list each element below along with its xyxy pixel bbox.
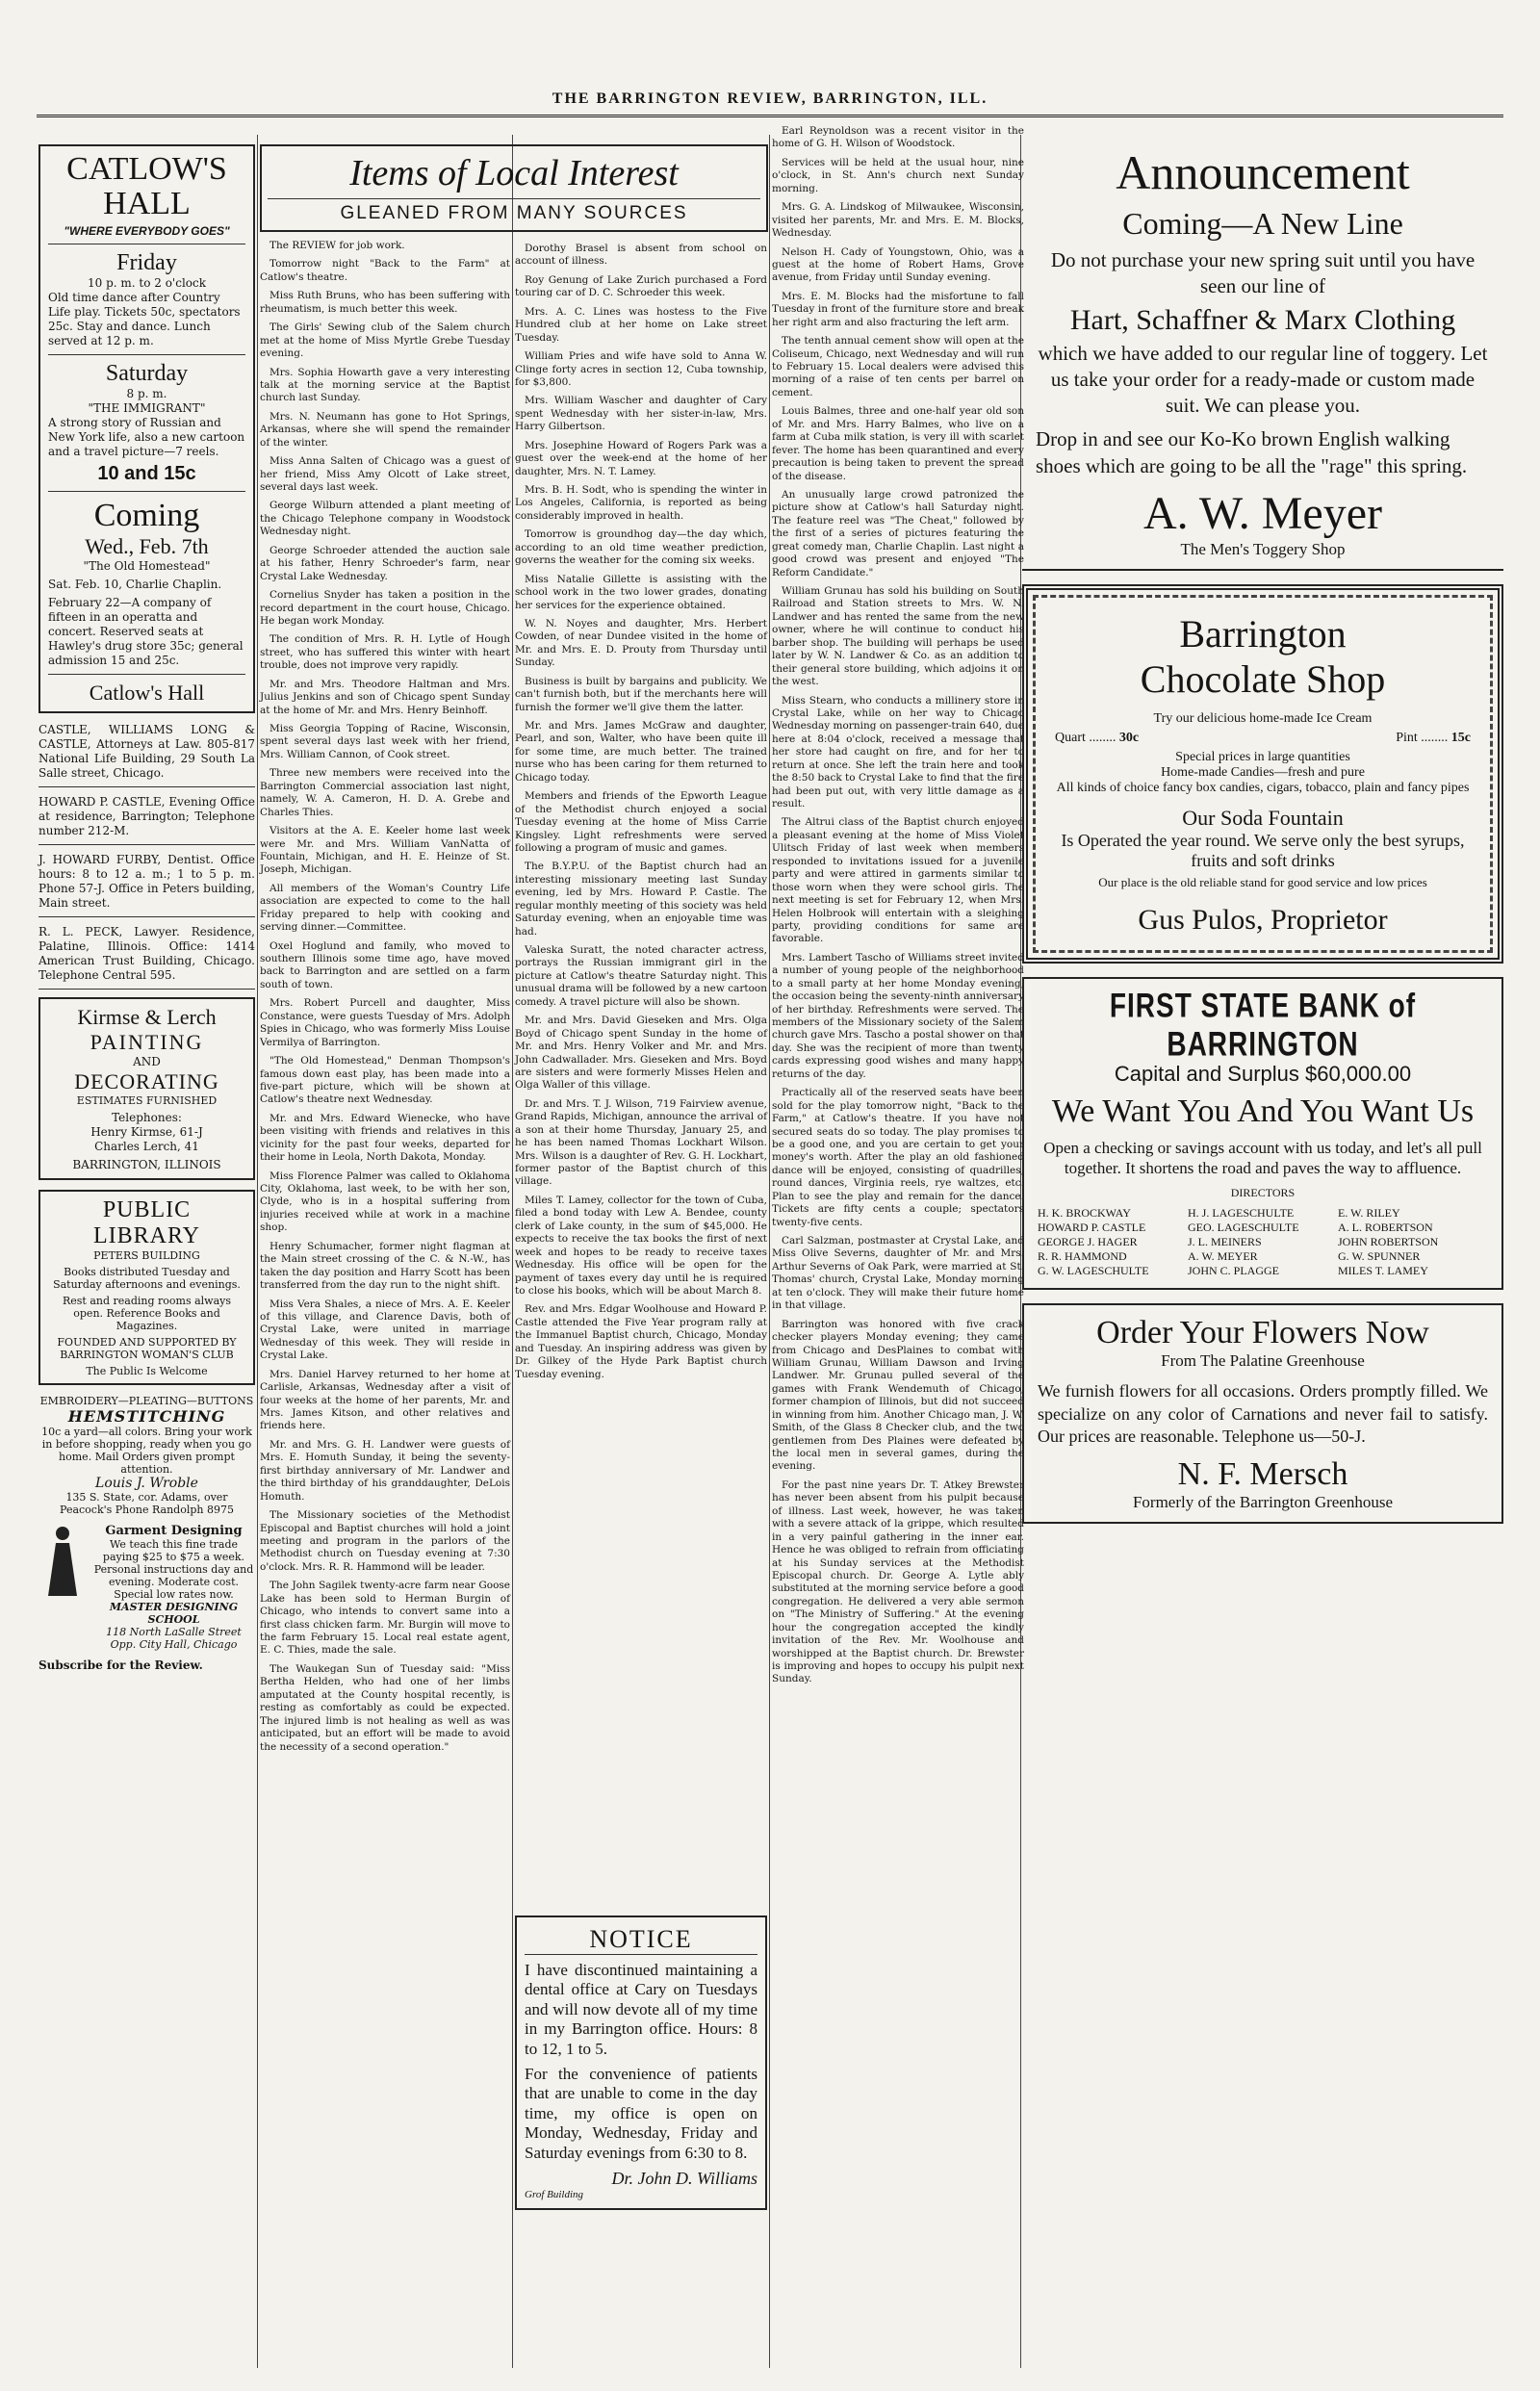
director-name: GEORGE J. HAGER bbox=[1038, 1235, 1138, 1249]
kirmse-tel-head: Telephones: bbox=[112, 1111, 182, 1125]
subscribe-line: Subscribe for the Review. bbox=[38, 1658, 203, 1673]
local-item: Rev. and Mrs. Edgar Woolhouse and Howard P. Castle attended the Five Year program rally at the Immanuel Baptist church, Chicago, Monday and Tuesday. An inspiring address was given by Dr. Gilkey of the Hyde Park Baptist church Tuesday evening. bbox=[515, 1303, 767, 1380]
director-name: G. W. SPUNNER bbox=[1338, 1249, 1421, 1264]
local-item: Mrs. Lambert Tascho of Williams street invited a number of young people of the neighborhood to a small party at her home Monday evening, the occasion being the seventy-ninth anniversary of her birthday. Refreshments were served. The members of the Missionary society of the Salem church gave Mrs. Tascho a postal shower on that day. She was the recipient of more than twenty cards expressing good wishes and many happy returns of the day. bbox=[772, 951, 1025, 1080]
local-item: Mrs. William Wascher and daughter of Cary spent Wednesday with her sister-in-law, Mrs. Harry Gilbertson. bbox=[515, 395, 767, 433]
local-title: Items of Local Interest bbox=[349, 153, 679, 193]
local-item: Henry Schumacher, former night flagman at the Main street crossing of the C. & N.-W., has taken the day position and Harry Scott has been transferred from the day run to the night shift. bbox=[260, 1240, 510, 1292]
notice-text: I have discontinued maintaining a dental office at Cary on Tuesdays and will now devote all of my time in my Barrington office. Hours: 8 to 12, 1 to 5. bbox=[525, 1961, 757, 2058]
local-item: Valeska Suratt, the noted character actress, portrays the Russian immigrant girl in the picture at Catlow's theatre Saturday night. This unusual drama will be followed by a new cartoon comedy. A travel picture will also be shown. bbox=[515, 944, 767, 1008]
library-sub: PETERS BUILDING bbox=[93, 1249, 200, 1263]
local-item: Mrs. Robert Purcell and daughter, Miss Constance, were guests Tuesday of Mrs. Adolph Spies in Chicago, who was formerly Miss Louise Vermilya of Barrington. bbox=[260, 997, 510, 1048]
local-item: Mrs. N. Neumann has gone to Hot Springs, Arkansas, where she will spend the remainder of the winter. bbox=[260, 410, 510, 449]
saturday-show: "THE IMMIGRANT" bbox=[88, 401, 206, 416]
dress-figure-icon bbox=[38, 1524, 87, 1601]
bank-ad bbox=[1022, 977, 1503, 1290]
column-rule bbox=[257, 135, 258, 2368]
local-item: William Grunau has sold his building on South Railroad and Station streets to Mrs. W. N. Landwer and has rented the same from the new owner, where he will continue to conduct his barber shop. The building will perhaps be used later by W. N. Landwer & Co. as an addition to their general store building, which adjoins it on the west. bbox=[772, 585, 1024, 688]
kirmse-city: BARRINGTON, ILLINOIS bbox=[72, 1158, 221, 1172]
fountain-text: Is Operated the year round. We serve only the best syrups, fruits and soft drinks bbox=[1061, 831, 1465, 871]
local-item: Miss Florence Palmer was called to Oklahoma City, Oklahoma, last week, to be with her son, Clyde, who is in a hospital suffering from injuries received while at work in a machine shop. bbox=[260, 1170, 510, 1234]
library-text-4: The Public Is Welcome bbox=[86, 1365, 208, 1378]
friday-heading: Friday bbox=[116, 250, 177, 276]
column-3 bbox=[515, 243, 767, 2014]
local-item: The Girls' Sewing club of the Salem church met at the home of Miss Myrtle Grebe Tuesday evening. bbox=[260, 321, 510, 360]
local-item: Mrs. A. C. Lines was hostess to the Five Hundred club at her home on Lake street Tuesday. bbox=[515, 305, 767, 344]
column-rule bbox=[512, 135, 513, 2368]
local-item: Mrs. Daniel Harvey returned to her home at Carlisle, Arkansas, Wednesday after a visit of four weeks at the home of her parents, Mr. and Mrs. James Kitson, and other relatives and friends here. bbox=[260, 1368, 510, 1432]
flowers-former: Formerly of the Barrington Greenhouse bbox=[1132, 1492, 1394, 1511]
flowers-text: We furnish flowers for all occasions. Orders promptly filled. We specialize on any color of Carnations and never fail to satisfy. Our prices are reasonable. Telephone us—50-J. bbox=[1038, 1381, 1488, 1447]
director-name: A. W. MEYER bbox=[1188, 1249, 1258, 1264]
local-item: All members of the Woman's Country Life association are expected to come to the hall Friday prepared to help with cooking and serving dinner.—Committee. bbox=[260, 882, 510, 934]
local-item: Roy Genung of Lake Zurich purchased a Ford touring car of D. C. Schroeder this week. bbox=[515, 273, 767, 299]
hemstitching-title: HEMSTITCHING bbox=[67, 1407, 226, 1427]
local-item: Mrs. B. H. Sodt, who is spending the winter in Los Angeles, California, is reported as being considerably improved in health. bbox=[515, 484, 767, 522]
local-item: The Waukegan Sun of Tuesday said: "Miss Bertha Helden, who had one of her limbs amputated at the County hospital recently, is resting as comfortably as could be expected. The injured limb is not healing as well as was anticipated, but an effort will be made to avoid the necessity of a second operation." bbox=[260, 1662, 510, 1753]
bank-text: Open a checking or savings account with us today, and let's all pull together. It shortens the road and paves the way to affluence. bbox=[1043, 1138, 1482, 1178]
local-item: The John Sagilek twenty-acre farm near Goose Lake has been sold to Herman Burgin of Chicago, who intends to convert same into a first class chicken farm. Mr. Burgin will move to the farm February 15. Local real estate agent, E. C. Thies, made the sale. bbox=[260, 1580, 510, 1657]
meyer-sub: Coming—A New Line bbox=[1122, 206, 1403, 241]
meyer-shop: The Men's Toggery Shop bbox=[1180, 540, 1346, 559]
local-item: The B.Y.P.U. of the Baptist church had an interesting missionary meeting last Sunday evening, led by Mrs. Howard P. Castle. The regular monthly meeting of this society was held Saturday evening, when an enjoyable time was had. bbox=[515, 861, 767, 938]
saturday-text: A strong story of Russian and New York life, also a new cartoon and a travel picture—7 reels. bbox=[48, 416, 245, 459]
garment-ad bbox=[38, 1524, 255, 1651]
bank-slogan: We Want You And You Want Us bbox=[1051, 1093, 1475, 1130]
flowers-title: Order Your Flowers Now bbox=[1096, 1315, 1429, 1351]
local-item: Mr. and Mrs. G. H. Landwer were guests of Mrs. E. Homuth Sunday, it being the seventy-first birthday anniversary of Mr. Landwer and the third birthday of his granddaughter, DeLois Homuth. bbox=[260, 1438, 510, 1503]
flowers-name: N. F. Mersch bbox=[1177, 1455, 1348, 1492]
director-name: H. J. LAGESCHULTE bbox=[1188, 1206, 1295, 1221]
local-item: Members and friends of the Epworth League of the Methodist church enjoyed a social Tuesday evening at the home of Miss Carrie Kingsley. Light refreshments were served following a program of music and games. bbox=[515, 790, 767, 854]
coming-text-2: February 22—A company of fifteen in an operatta and concert. Reserved seats at Hawley's drug store 35c; general admission 15 and 25c. bbox=[48, 596, 244, 668]
library-text-2: Rest and reading rooms always open. Reference Books and Magazines. bbox=[62, 1295, 232, 1333]
notice-building: Grof Building bbox=[525, 2188, 584, 2200]
kirmse-line-4: DECORATING bbox=[74, 1069, 219, 1094]
chocolate-line-3: Home-made Candies—fresh and pure bbox=[1161, 765, 1365, 781]
pint-price: 15c bbox=[1450, 731, 1471, 746]
meyer-brand: Hart, Schaffner & Marx Clothing bbox=[1069, 303, 1456, 336]
local-item: Miss Anna Salten of Chicago was a guest of her friend, Miss Amy Olcott of Lake street, several days last week. bbox=[260, 455, 510, 493]
saturday-heading: Saturday bbox=[105, 361, 189, 387]
masthead bbox=[37, 89, 1503, 117]
chocolate-place: Our place is the old reliable stand for good service and low prices bbox=[1098, 875, 1427, 890]
quart-price: 30c bbox=[1118, 731, 1140, 746]
local-item: Mr. and Mrs. Edward Wienecke, who have been visiting with friends and relatives in this vicinity for the past four weeks, departed for their home in Leola, North Dakota, Monday. bbox=[260, 1112, 510, 1164]
local-item: Carl Salzman, postmaster at Crystal Lake, and Miss Olive Severns, daughter of Mr. and Mrs. Arthur Severns of Oak Park, were married at St. Thomas' church, Crystal Lake, Monday morning at ten o'clock. They will make their future home in that village. bbox=[772, 1235, 1024, 1312]
local-item: Cornelius Snyder has taken a position in the record department in the court house, Chicago. He began work Monday. bbox=[260, 589, 510, 627]
hemstitching-head: EMBROIDERY—PLEATING—BUTTONS bbox=[39, 1395, 254, 1408]
local-item: The Missionary societies of the Methodist Episcopal and Baptist churches will hold a joint meeting and program in the parlors of the Methodist church on Tuesday evening at 7:30 o'clock. Mrs. R. R. Hammond will be leader. bbox=[260, 1509, 510, 1573]
saturday-price: 10 and 15c bbox=[97, 463, 196, 485]
local-item: Louis Balmes, three and one-half year old son of Mr. and Mrs. Harry Balmes, who live on a farm at Cuba milk station, is very ill with scarlet fever. The home has been quarantined and every precaution is being taken to prevent the spread of the disease. bbox=[772, 405, 1024, 482]
director-name: E. W. RILEY bbox=[1338, 1206, 1400, 1221]
kirmse-tel-2: Charles Lerch, 41 bbox=[94, 1140, 199, 1154]
local-item: The Altrui class of the Baptist church enjoyed a pleasant evening at the home of Miss Violet Ulitsch Friday of last week when members responded to invitations issued for a juvenile party and were attired in garments similar to those worn when they were school girls. The next meeting is set for February 12, when Mrs. Helen Holbrook will entertain with a sleighing party, providing conditions for same are favorable. bbox=[772, 816, 1024, 945]
masthead-text: THE BARRINGTON REVIEW, BARRINGTON, ILL. bbox=[552, 90, 988, 107]
local-item: George Wilburn attended a plant meeting of the Chicago Telephone company in Woodstock Wednesday night. bbox=[260, 500, 510, 538]
library-title: PUBLIC LIBRARY bbox=[92, 1197, 200, 1249]
meyer-name: A. W. Meyer bbox=[1143, 488, 1382, 540]
local-item: Dr. and Mrs. T. J. Wilson, 719 Fairview avenue, Grand Rapids, Michigan, announce the arrival of a son at their home Thursday, January 25, and he has been named Thomas Lockhart Wilson. Mrs. Wilson is a daughter of Rev. G. H. Lockhart, former pastor of the Baptist church of this village. bbox=[515, 1097, 767, 1188]
column-5 bbox=[1022, 135, 1503, 2368]
notice-column bbox=[515, 1915, 767, 2368]
director-name: HOWARD P. CASTLE bbox=[1038, 1221, 1146, 1235]
director-name: H. K. BROCKWAY bbox=[1038, 1206, 1131, 1221]
friday-time: 10 p. m. to 2 o'clock bbox=[87, 276, 206, 291]
local-item: William Pries and wife have sold to Anna W. Clinge forty acres in section 12, Cuba township, for $3,800. bbox=[515, 350, 767, 388]
directors-list bbox=[1038, 1206, 1488, 1278]
chocolate-proprietor: Gus Pulos, Proprietor bbox=[1138, 904, 1388, 937]
director-name: JOHN ROBERTSON bbox=[1338, 1235, 1439, 1249]
meyer-text-2: which we have added to our regular line of toggery. Let us take your order for a ready-made or custom made suit. We can please you. bbox=[1038, 341, 1488, 418]
flowers-ad bbox=[1022, 1303, 1503, 1523]
local-item: Miss Ruth Bruns, who has been suffering with rheumatism, is much better this week. bbox=[260, 290, 510, 315]
chocolate-shop-ad bbox=[1022, 584, 1503, 964]
chocolate-line-2: Special prices in large quantities bbox=[1175, 750, 1350, 765]
coming-heading: Coming bbox=[93, 498, 200, 534]
local-item: For the past nine years Dr. T. Atkey Brewster has never been absent from his pulpit because of illness. Last week, however, he was taken with a severe attack of la grippe, which resulted in a very painful gathering in the inner ear. Hence he was obliged to refrain from officiating at his Sunday services at the Methodist Episcopal church. Dr. George A. Lytle ably substituted at the morning service before a good congregation. He delivered a very able sermon on "The Ministry of Suffering." At the evening hour the congregation accepted the kindly invitation of the Rev. Mr. Woolhouse and worshipped at the Baptist church. Dr. Brewster is improving and hopes to occupy his pulpit next Sunday. bbox=[772, 1478, 1024, 1685]
card-castle-williams: CASTLE, WILLIAMS LONG & CASTLE, Attorneys at Law. 805-817 National Life Building, 29 South La Salle street, Chicago. bbox=[38, 723, 255, 787]
local-subtitle: GLEANED FROM MANY SOURCES bbox=[268, 198, 760, 224]
garment-title: Garment Designing bbox=[105, 1524, 243, 1539]
garment-addr: 118 North LaSalle Street Opp. City Hall, Chicago bbox=[106, 1626, 242, 1652]
library-text-3: FOUNDED AND SUPPORTED BY BARRINGTON WOMAN'S CLUB bbox=[57, 1336, 237, 1362]
hemstitching-addr: 135 S. State, cor. Adams, over Peacock's Phone Randolph 8975 bbox=[60, 1491, 234, 1517]
local-item: Services will be held at the usual hour, nine o'clock, in St. Ann's church next Sunday morning. bbox=[772, 156, 1024, 194]
notice-text-2: For the convenience of patients that are unable to come in the day time, my office is open on Monday, Wednesday, Friday and Saturday evenings from 6:30 to 8. bbox=[525, 2064, 757, 2162]
garment-school: MASTER DESIGNING SCHOOL bbox=[109, 1601, 239, 1627]
local-item: "The Old Homestead," Denman Thompson's famous down east play, has been made into a five-part picture, which will be shown at Catlow's theatre next Wednesday. bbox=[260, 1055, 510, 1106]
director-name: JOHN C. PLAGGE bbox=[1188, 1264, 1280, 1278]
directors-heading: DIRECTORS bbox=[1230, 1186, 1296, 1200]
catlows-title: CATLOW'S HALL bbox=[66, 151, 227, 221]
local-item: Three new members were received into the Barrington Commercial association last night, namely, W. A. Cameron, H. D. A. Grebe and Charles Thies. bbox=[260, 767, 510, 818]
local-item: Nelson H. Cady of Youngstown, Ohio, was a guest at the home of Robert Hams, Grove avenue, from Friday until Sunday evening. bbox=[772, 245, 1024, 284]
chocolate-title-1: Barrington bbox=[1179, 612, 1347, 656]
column-1 bbox=[38, 144, 255, 2368]
director-name: G. W. LAGESCHULTE bbox=[1038, 1264, 1149, 1278]
director-name: GEO. LAGESCHULTE bbox=[1188, 1221, 1299, 1235]
catlows-hall-ad bbox=[38, 144, 255, 713]
chocolate-line-4: All kinds of choice fancy box candies, cigars, tobacco, plain and fancy pipes bbox=[1056, 781, 1470, 796]
local-item: Mr. and Mrs. Theodore Haltman and Mrs. Julius Jenkins and son of Chicago spent Sunday at the home of Mr. and Mrs. Henry Beinhoff. bbox=[260, 678, 510, 716]
local-item: Mr. and Mrs. James McGraw and daughter, Pearl, and son, Walter, who have been quite ill for some time, are much better. The trained nurse who has been caring for them returned to Chicago today. bbox=[515, 720, 767, 784]
chocolate-line-1: Try our delicious home-made Ice Cream bbox=[1153, 711, 1373, 727]
professional-cards bbox=[38, 723, 255, 990]
meyer-text-3: Drop in and see our Ko-Ko brown English walking shoes which are going to be all the "rage" this spring. bbox=[1036, 427, 1468, 477]
local-item: Mrs. G. A. Lindskog of Milwaukee, Wisconsin, visited her parents, Mr. and Mrs. E. M. Blocks, Wednesday. bbox=[772, 201, 1024, 240]
library-ad bbox=[38, 1190, 255, 1385]
catlows-footer: Catlow's Hall bbox=[89, 681, 205, 706]
local-item: Oxel Hoglund and family, who moved to southern Illinois some time ago, have moved back to Barrington and are settled on a farm south of town. bbox=[260, 939, 510, 990]
coming-date: Wed., Feb. 7th bbox=[85, 534, 209, 559]
notice-signature: Dr. John D. Williams bbox=[611, 2168, 757, 2188]
local-item: Barrington was honored with five crack checker players Monday evening; they came from Chicago and DesPlaines to combat with William Grunau, William Dawson and Irving Landwer. Mr. Grunau pulled several of the games with Frank Wendemuth of Chicago, former champion of Illinois, but did not succeed in winning from him. Another Chicago man, J. W. Smith, of the Glass 8 Checker club, and the two gentlemen from Des Plaines were defeated by the local men in several games, during the evening. bbox=[772, 1318, 1024, 1473]
director-name: MILES T. LAMEY bbox=[1338, 1264, 1428, 1278]
card-howard-castle: HOWARD P. CASTLE, Evening Office at residence, Barrington; Telephone number 212-M. bbox=[38, 795, 255, 845]
kirmse-line-3: AND bbox=[133, 1055, 161, 1069]
column-rule bbox=[769, 135, 770, 2368]
coming-text-1: Sat. Feb. 10, Charlie Chaplin. bbox=[48, 578, 222, 592]
local-item: The tenth annual cement show will open at the Coliseum, Chicago, next Wednesday and will run to February 15. Local dealers were advised this morning of a raise of ten cents per barrel on cement. bbox=[772, 335, 1024, 398]
bank-capital: Capital and Surplus $60,000.00 bbox=[1114, 1062, 1412, 1087]
friday-text: Old time dance after Country Life play. Tickets 50c, spectators 25c. Stay and dance. Lunch served at 12 p. m. bbox=[48, 291, 241, 348]
local-item: Mr. and Mrs. David Gieseken and Mrs. Olga Boyd of Chicago spent Sunday in the home of Mr. and Mrs. Henry Volker and Mr. and Mrs. John Cadwallader. Mrs. Gieseken and Mrs. Boyd are sisters and were formerly Misses Helen and Olga Waller of this village. bbox=[515, 1015, 767, 1092]
meyer-title: Announcement bbox=[1116, 145, 1410, 199]
notice-title: NOTICE bbox=[525, 1925, 757, 1955]
local-item: The condition of Mrs. R. H. Lytle of Hough street, who has suffered this winter with heart trouble, does not improve very rapidly. bbox=[260, 633, 510, 672]
local-item: Tomorrow night "Back to the Farm" at Catlow's theatre. bbox=[260, 258, 510, 283]
hemstitching-text: 10c a yard—all colors. Bring your work in before shopping, ready when you go home. Mail Orders given prompt attention. bbox=[41, 1426, 252, 1477]
column-4 bbox=[772, 125, 1024, 2368]
local-item: George Schroeder attended the auction sale at his father, Henry Schroeder's farm, near Crystal Lake Wednesday. bbox=[260, 544, 510, 582]
catlows-slogan: "WHERE EVERYBODY GOES" bbox=[64, 224, 230, 239]
director-name: R. R. HAMMOND bbox=[1038, 1249, 1127, 1264]
kirmse-line-1: Kirmse & Lerch bbox=[77, 1005, 217, 1030]
kirmse-lerch-ad bbox=[38, 997, 255, 1180]
local-item: Miss Stearn, who conducts a millinery store in Crystal Lake, while on her way to Chicago Wednesday morning on passenger-train 640, due here at 8:04 o'clock, received a message that her store had caught on fire, and for her to return at once. She left the train here and took the 8:50 back to Crystal Lake to find that the fire had been put out, with very little damage as a result. bbox=[772, 694, 1024, 810]
kirmse-tel-1: Henry Kirmse, 61-J bbox=[90, 1125, 203, 1140]
hemstitching-ad bbox=[38, 1395, 255, 1516]
garment-text: We teach this fine trade paying $25 to $75 a week. Personal instructions day and evening. Moderate cost. Special low rates now. bbox=[93, 1538, 254, 1602]
flowers-sub: From The Palatine Greenhouse bbox=[1161, 1351, 1365, 1371]
local-item: Earl Reynoldson was a recent visitor in the home of G. H. Wilson of Woodstock. bbox=[772, 125, 1024, 150]
quart-label: Quart bbox=[1055, 731, 1086, 746]
dental-notice bbox=[515, 1915, 767, 2210]
local-items-col-4 bbox=[772, 125, 1024, 1686]
local-item: Tomorrow is groundhog day—the day which, according to an old time weather prediction, governs the weather for the coming six weeks. bbox=[515, 528, 767, 567]
local-item: Miss Georgia Topping of Racine, Wisconsin, spent several days last week with her friend, Mrs. William Cannon, of Cook street. bbox=[260, 723, 510, 760]
chocolate-prices: Quart ........ 30c Pint ........ 15c bbox=[1055, 731, 1471, 746]
kirmse-line-2: PAINTING bbox=[90, 1030, 204, 1055]
director-name: A. L. ROBERTSON bbox=[1338, 1221, 1433, 1235]
chocolate-title-2: Chocolate Shop bbox=[1140, 657, 1386, 702]
meyer-text-1: Do not purchase your new spring suit until you have seen our line of bbox=[1050, 248, 1476, 298]
hemstitching-name: Louis J. Wroble bbox=[95, 1476, 198, 1492]
saturday-time: 8 p. m. bbox=[126, 387, 167, 401]
library-text-1: Books distributed Tuesday and Saturday afternoons and evenings. bbox=[53, 1266, 241, 1292]
local-item: W. N. Noyes and daughter, Mrs. Herbert Cowden, of near Dundee visited in the home of Mr. and Mrs. E. D. Prouty from Thursday until Sunday. bbox=[515, 617, 767, 669]
local-item: An unusually large crowd patronized the picture show at Catlow's hall Saturday night. The feature reel was "The Cheat," followed by the first of a series of pictures featuring the great comedy man, Charlie Chaplin. Last night a good crowd was present and enjoyed "The Reform Candidate." bbox=[772, 488, 1024, 578]
director-name: J. L. MEINERS bbox=[1188, 1235, 1262, 1249]
card-furby-dentist: J. HOWARD FURBY, Dentist. Office hours: 8 to 12 a. m.; 1 to 5 p. m. Phone 57-J. Office in Peters building, Main street. bbox=[38, 853, 255, 917]
local-item: Dorothy Brasel is absent from school on account of illness. bbox=[515, 243, 767, 268]
kirmse-estimates: ESTIMATES FURNISHED bbox=[76, 1094, 218, 1108]
meyer-ad bbox=[1022, 135, 1503, 571]
local-items-header bbox=[260, 144, 768, 232]
local-item: Mrs. Sophia Howarth gave a very interesting talk at the morning service at the Baptist church last Sunday. bbox=[260, 366, 510, 404]
local-item: Mrs. E. M. Blocks had the misfortune to fall Tuesday in front of the furniture store and break her right arm and also fracturing the left arm. bbox=[772, 290, 1024, 328]
local-item: Miss Vera Shales, a niece of Mrs. A. E. Keeler of this village, and Clarence Davis, both of Crystal Lake, were united in marriage Wednesday of this week. They will reside in Crystal Lake. bbox=[260, 1298, 510, 1362]
local-item: Miss Natalie Gillette is assisting with the school work in the two lower grades, donating her services for the experience obtained. bbox=[515, 573, 767, 611]
card-peck-lawyer: R. L. PECK, Lawyer. Residence, Palatine, Illinois. Office: 1414 American Trust Building, Chicago. Telephone Central 595. bbox=[38, 925, 255, 990]
local-item: The REVIEW for job work. bbox=[270, 240, 405, 251]
local-items-col-3 bbox=[515, 243, 767, 1381]
bank-title: FIRST STATE BANK of BARRINGTON bbox=[1109, 987, 1417, 1063]
fountain-title: Our Soda Fountain bbox=[1182, 806, 1344, 831]
local-item: Mrs. Josephine Howard of Rogers Park was a guest over the week-end at the home of her daughter, Mrs. N. T. Lamey. bbox=[515, 439, 767, 477]
local-item: Miles T. Lamey, collector for the town of Cuba, filed a bond today with Lew A. Bendee, county clerk of Lake county, in the sum of $45,000. He expects to receive the tax books the first of next week and hopes to be ready to receive taxes Wednesday. His office will be open for the payment of taxes every day until he is required to close his books, which will be about March 8. bbox=[515, 1194, 767, 1297]
pint-label: Pint bbox=[1396, 731, 1418, 746]
local-items-col-2 bbox=[260, 240, 510, 1754]
coming-show: "The Old Homestead" bbox=[83, 559, 211, 574]
local-item: Practically all of the reserved seats have been sold for the play tomorrow night, "Back to the Farm," at Catlow's theatre. If you have not secured seats do so today. The play promises to be a good one, and you are certain to get your money's worth. After the play an old fashioned dance will be enjoyed, consisting of quadrilles, round dances, Virginia reels, rye waltzes, etc. Plan to see the play and remain for the dance. Tickets are fifty cents a couple; spectators twenty-five cents. bbox=[772, 1087, 1024, 1228]
local-item: Business is built by bargains and publicity. We can't furnish both, but if the merchants here will furnish the former we'll give them the latter. bbox=[515, 675, 767, 713]
local-item: Visitors at the A. E. Keeler home last week were Mr. and Mrs. William VanNatta of Fountain, Michigan, and H. E. Heinze of St. Joseph, Michigan. bbox=[260, 825, 510, 876]
